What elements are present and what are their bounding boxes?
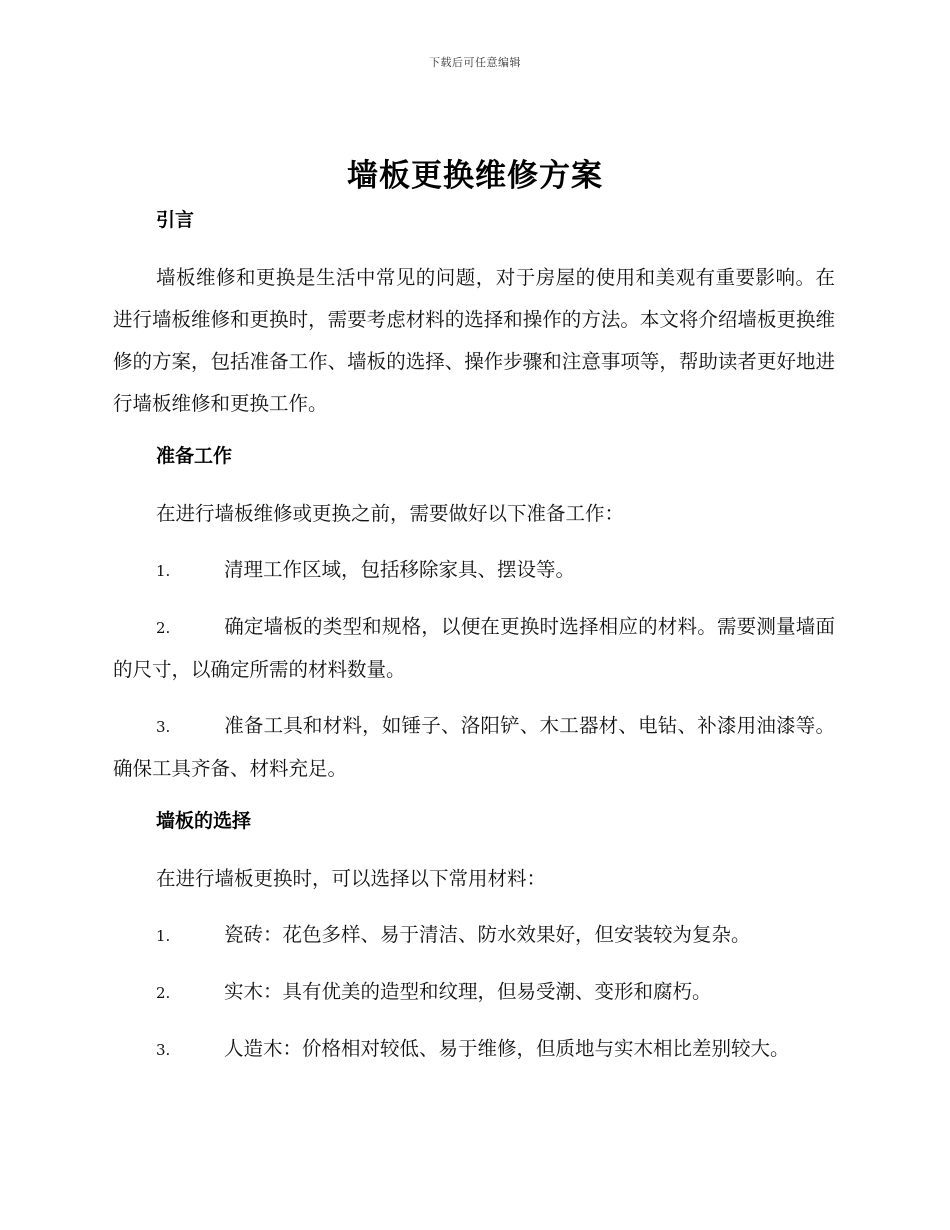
section-paragraph: 墙板维修和更换是生活中常见的问题，对于房屋的使用和美观有重要影响。在进行墙板维修和更换时，需要考虑材料的选择和操作的方法。本文将介绍墙板更换维修的方案，包括准备工作、墙板的选择、操作步骤和注意事项等，帮助读者更好地进行墙板维修和更换工作。 <box>113 266 835 415</box>
section-preparation <box>113 439 835 790</box>
list-item-number: 3. <box>156 1041 171 1059</box>
list-item-text: 瓷砖：花色多样、易于清洁、防水效果好，但安装较为复杂。 <box>224 923 751 946</box>
document-title: 墙板更换维修方案 <box>347 158 603 194</box>
section-heading: 墙板的选择 <box>156 810 252 832</box>
document-body <box>113 203 835 1071</box>
list-item-text: 确定墙板的类型和规格，以便在更换时选择相应的材料。需要测量墙面的尺寸，以确定所需的材料数量。 <box>113 615 835 681</box>
section-wallboard-selection <box>113 804 835 1071</box>
list-item-text: 清理工作区域，包括移除家具、摆设等。 <box>224 558 576 581</box>
list-item-text: 准备工具和材料，如锤子、洛阳铲、木工器材、电钻、补漆用油漆等。确保工具齐备、材料充足。 <box>113 714 835 780</box>
list-item <box>113 971 835 1014</box>
section-introduction <box>113 203 835 425</box>
section-heading: 引言 <box>156 209 195 231</box>
list-item-text: 人造木：价格相对较低、易于维修，但质地与实木相比差别较大。 <box>224 1037 790 1060</box>
section-paragraph: 在进行墙板维修或更换之前，需要做好以下准备工作： <box>156 502 625 525</box>
list-item <box>113 705 835 790</box>
header-note: 下载后可任意编辑 <box>429 56 521 69</box>
list-item-number: 2. <box>156 619 171 637</box>
list-item-number: 1. <box>156 562 171 580</box>
list-item-number: 2. <box>156 984 171 1002</box>
section-heading: 准备工作 <box>156 445 233 467</box>
list-item <box>113 914 835 957</box>
section-paragraph: 在进行墙板更换时，可以选择以下常用材料： <box>156 867 547 890</box>
list-item-text: 实木：具有优美的造型和纹理，但易受潮、变形和腐朽。 <box>224 980 712 1003</box>
list-item <box>113 1028 835 1071</box>
list-item <box>113 549 835 592</box>
list-item-number: 3. <box>156 718 171 736</box>
list-item-number: 1. <box>156 927 171 945</box>
list-item <box>113 606 835 691</box>
